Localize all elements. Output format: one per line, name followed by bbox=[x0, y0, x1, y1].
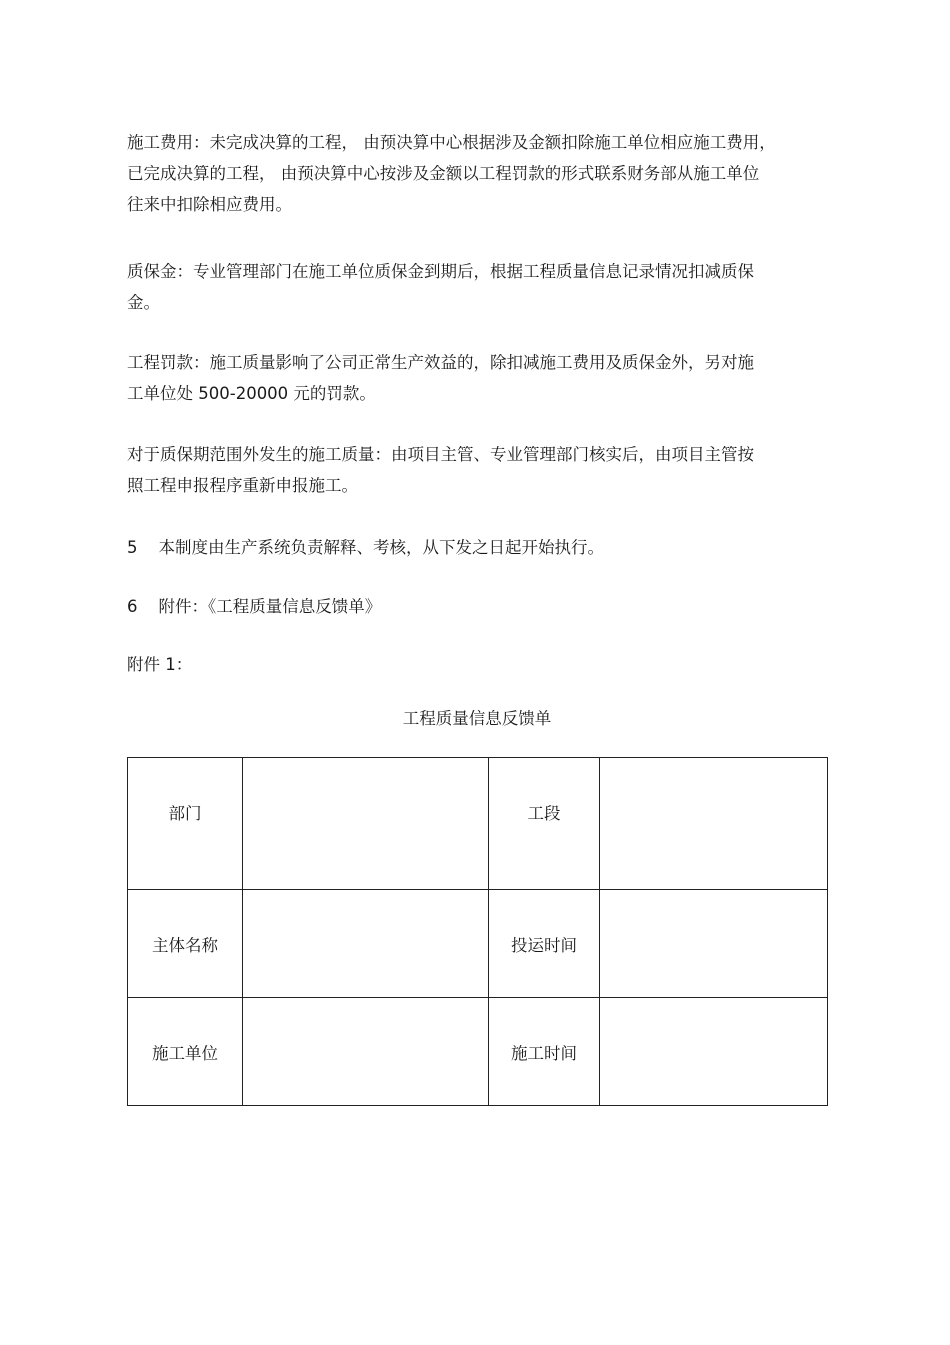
construction-unit-value[interactable] bbox=[243, 998, 489, 1106]
paragraph-line: 工程罚款：施工质量影响了公司正常生产效益的，除扣减施工费用及质保金外，另对施 bbox=[127, 353, 754, 372]
construction-fee-paragraph bbox=[127, 127, 827, 220]
paragraph-line: 质保金：专业管理部门在施工单位质保金到期后，根据工程质量信息记录情况扣减质保 bbox=[127, 262, 754, 281]
paragraph-line: 往来中扣除相应费用。 bbox=[127, 195, 292, 214]
paragraph-line: 金。 bbox=[127, 293, 160, 312]
paragraph-line: 照工程申报程序重新申报施工。 bbox=[127, 476, 358, 495]
table-row bbox=[128, 998, 828, 1106]
paragraph-line: 施工费用：未完成决算的工程， 由预决算中心根据涉及金额扣除施工单位相应施工费用， bbox=[127, 133, 776, 152]
construction-time-label: 施工时间 bbox=[489, 998, 600, 1106]
department-value[interactable] bbox=[243, 758, 489, 890]
item-5-paragraph: 5 本制度由生产系统负责解释、考核，从下发之日起开始执行。 bbox=[127, 538, 604, 557]
attachment-label: 附件 1： bbox=[127, 655, 193, 674]
commissioning-time-label: 投运时间 bbox=[489, 890, 600, 998]
subject-name-label: 主体名称 bbox=[128, 890, 243, 998]
section-label: 工段 bbox=[489, 758, 600, 890]
section-value[interactable] bbox=[600, 758, 828, 890]
form-title: 工程质量信息反馈单 bbox=[402, 709, 552, 728]
paragraph-line: 工单位处 500-20000 元的罚款。 bbox=[127, 384, 376, 403]
warranty-deposit-paragraph bbox=[127, 256, 827, 318]
construction-time-value[interactable] bbox=[600, 998, 828, 1106]
outside-warranty-paragraph bbox=[127, 439, 827, 501]
subject-name-value[interactable] bbox=[243, 890, 489, 998]
table-row bbox=[128, 758, 828, 890]
commissioning-time-value[interactable] bbox=[600, 890, 828, 998]
feedback-form-table bbox=[127, 757, 828, 1106]
paragraph-line: 已完成决算的工程， 由预决算中心按涉及金额以工程罚款的形式联系财务部从施工单位 bbox=[127, 164, 760, 183]
department-label: 部门 bbox=[128, 758, 243, 890]
table-row bbox=[128, 890, 828, 998]
paragraph-line: 对于质保期范围外发生的施工质量：由项目主管、专业管理部门核实后，由项目主管按 bbox=[127, 445, 754, 464]
item-6-paragraph: 6 附件：《工程质量信息反馈单》 bbox=[127, 597, 382, 616]
construction-unit-label: 施工单位 bbox=[128, 998, 243, 1106]
penalty-paragraph bbox=[127, 347, 827, 409]
